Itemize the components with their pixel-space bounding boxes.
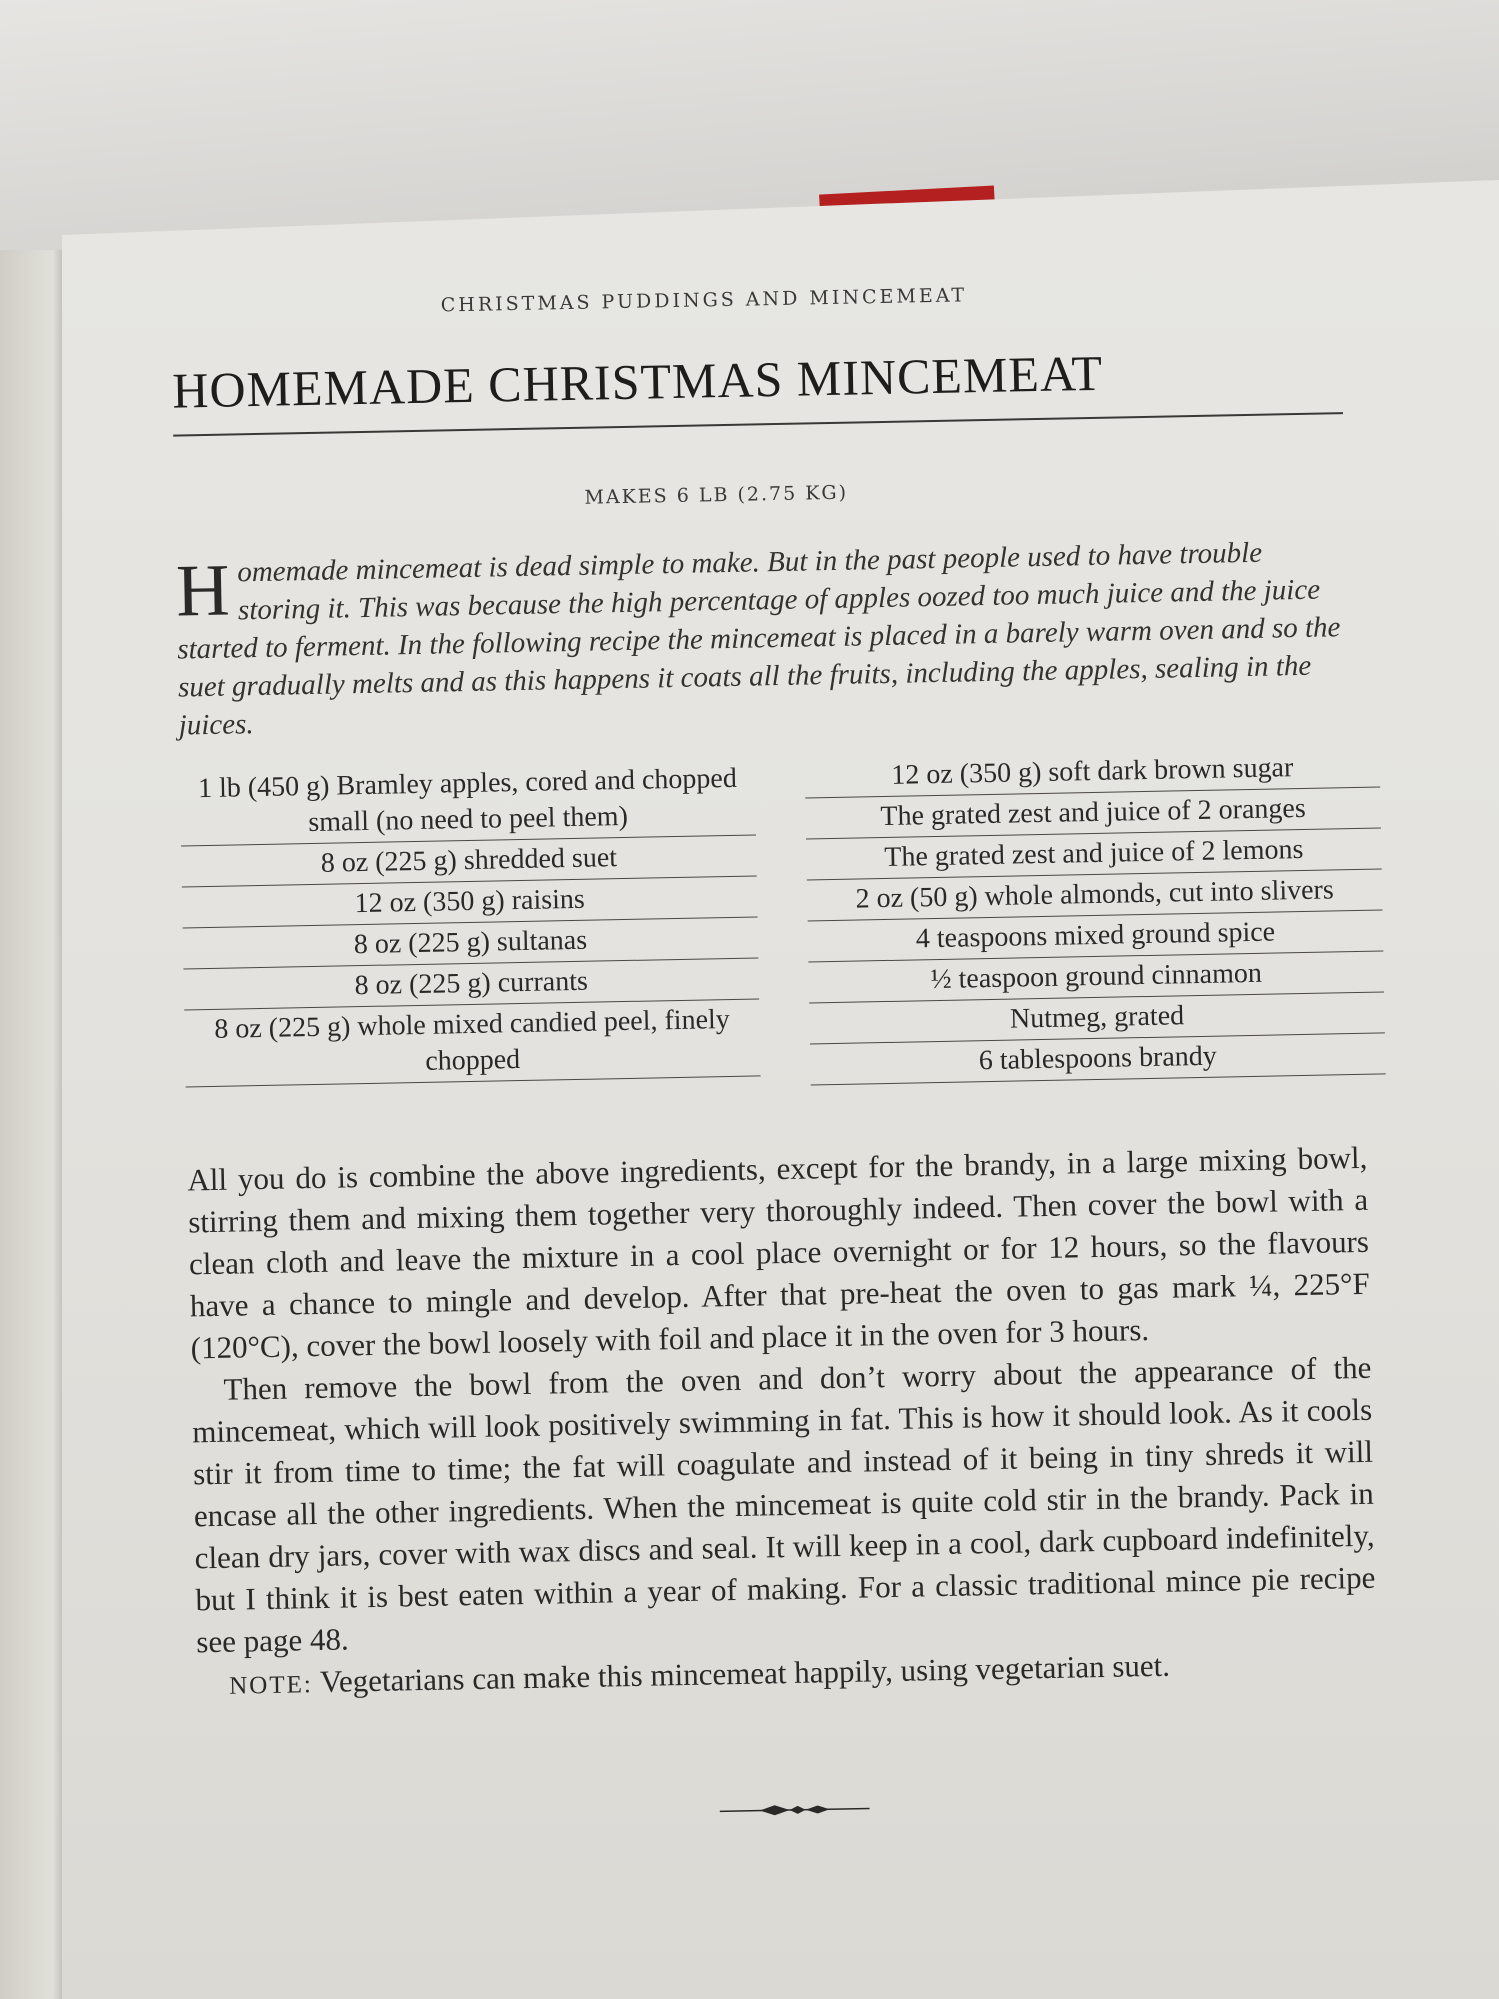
- page-content: [150, 246, 1441, 1920]
- ingredient-item: 6 tablespoons brandy: [810, 1033, 1386, 1085]
- ingredient-item: 1 lb (450 g) Bramley apples, cored and chopped small (no need to peel them): [180, 758, 756, 846]
- ingredient-item: Nutmeg, grated: [809, 992, 1385, 1044]
- ingredients-list: [180, 746, 1386, 1097]
- ornament-divider-icon: [720, 1801, 870, 1818]
- ingredient-item: The grated zest and juice of 2 lemons: [806, 828, 1382, 880]
- ingredient-item: 8 oz (225 g) shredded suet: [181, 835, 757, 887]
- recipe-title: HOMEMADE CHRISTMAS MINCEMEAT: [171, 344, 1104, 419]
- intro-paragraph: [175, 532, 1348, 744]
- drop-cap: H: [175, 549, 231, 633]
- ingredient-item: 12 oz (350 g) soft dark brown sugar: [804, 746, 1380, 798]
- ingredients-right-column: [804, 746, 1385, 1085]
- ingredient-item: 8 oz (225 g) sultanas: [183, 917, 759, 969]
- intro-text: omemade mincemeat is dead simple to make. But in the past people used to have trouble storing it. This was because the high percentage of apples oozed too much juice and the juice started to ferment. In the following recipe the mincemeat is placed in a barely warm oven and so the suet gradually melts and as this happens it coats all the fruits, including the apples, sealing in the juices.: [176, 536, 1341, 742]
- ingredients-left-column: [180, 758, 761, 1097]
- note-text: Vegetarians can make this mincemeat happily, using vegetarian suet.: [312, 1647, 1171, 1700]
- running-head: CHRISTMAS PUDDINGS AND MINCEMEAT: [440, 284, 968, 317]
- method-paragraph-2: Then remove the bowl from the oven and don’t worry about the appearance of the mincemeat, which will look positively swimming in fat. This is how it should look. As it cools stir it from time to time; the fat will coagulate and instead of it being in tiny shreds it will encase all the other ingredients. When the mincemeat is quite cold stir in the brandy. Pack in clean dry jars, cover with wax discs and seal. It will keep in a cool, dark cupboard indefinitely, but I think it is best eaten within a year of making. For a classic traditional mince pie recipe see page 48.: [191, 1349, 1376, 1660]
- recipe-yield: MAKES 6 LB (2.75 KG): [584, 481, 849, 509]
- method-paragraph-1: All you do is combine the above ingredients, except for the brandy, in a large mixing bowl, stirring them and mixing them together very thoroughly indeed. Then cover the bowl with a clean cloth and leave the mixture in a cool place overnight or for 12 hours, so the flavours have a chance to mingle and develop. After that pre-heat the oven to gas mark ¼, 225°F (120°C), cover the bowl loosely with foil and place it in the oven for 3 hours.: [187, 1139, 1371, 1366]
- ingredient-item: 2 oz (50 g) whole almonds, cut into slivers: [807, 869, 1383, 921]
- ingredient-item: 8 oz (225 g) currants: [183, 958, 759, 1010]
- note-label: NOTE:: [228, 1671, 314, 1700]
- ingredient-item: 4 teaspoons mixed ground spice: [808, 910, 1384, 962]
- ingredient-item: 12 oz (350 g) raisins: [182, 876, 758, 928]
- ingredient-item: ½ teaspoon ground cinnamon: [808, 951, 1384, 1003]
- ingredient-item: 8 oz (225 g) whole mixed candied peel, finely chopped: [184, 999, 760, 1087]
- method-text: [187, 1137, 1377, 1709]
- ingredient-item: The grated zest and juice of 2 oranges: [805, 787, 1381, 839]
